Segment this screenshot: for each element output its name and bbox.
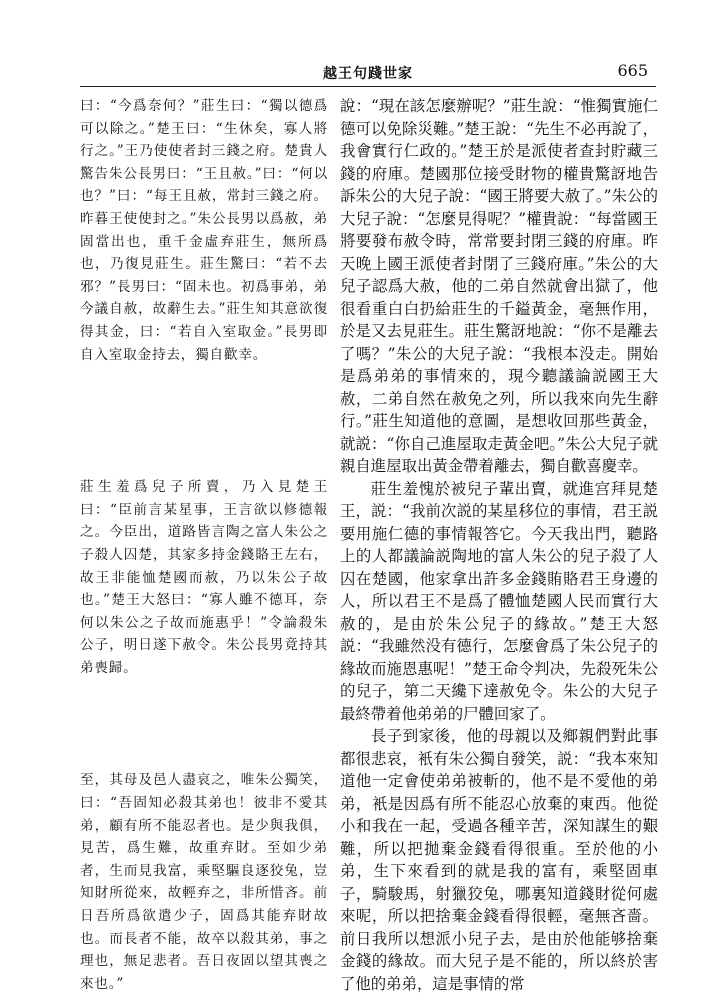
classical-text-column [80,95,328,995]
page-number: 665 [617,61,648,80]
modern-translation-column [340,95,658,995]
translation-paragraph: 長子到家後，他的母親以及鄉親們對此事都很悲哀，衹有朱公獨自發笑，説：“我本來知道他一定會使弟弟被斬的，他不是不愛他的弟弟，衹是因爲有所不能忍心放棄的東西。他從小和我在一起，受過各種辛苦，深知謀生的艱難，所以把拋棄金錢看得很重。至於他的小弟，生下來看到的就是我的富有，乘堅固車子，騎駿馬，射獵狡兔，哪裏知道錢財從何處來呢，所以把捨棄金錢看得很輕，毫無吝嗇。前日我所以想派小兒子去，是由於他能够捨棄金錢的緣故。而大兒子是不能的，所以終於害了他的弟弟，這是事情的常 [340,727,658,993]
header-rule [80,86,656,87]
page-header [80,55,656,85]
classical-paragraph: 至，其母及邑人盡哀之，唯朱公獨笑，曰：“吾固知必殺其弟也！彼非不愛其弟，顧有所不能忍者也。是少與我俱，見苦，爲生難，故重弃財。至如少弟者，生而見我富，乘堅驅良逐狡兔，豈知財所從來，故輕弃之，非所惜吝。前日吾所爲欲遣少子，固爲其能弃財故也。而長者不能，故卒以殺其弟，事之理也，無足悲者。吾日夜固以望其喪之來也。” [80,772,328,992]
classical-paragraph: 莊生羞爲兒子所賣，乃入見楚王曰：“臣前言某星事，王言欲以修德報之。今臣出，道路皆言陶之富人朱公之子殺人囚楚，其家多持金錢賂王左右，故王非能恤楚國而赦，乃以朱公子故也。”楚王大怒曰：“寡人雖不德耳，奈何以朱公之子故而施惠乎！”令論殺朱公子，明日遂下赦令。朱公長男竟持其弟喪歸。 [80,479,328,676]
running-title: 越王句踐世家 [323,66,413,82]
translation-paragraph: 莊生羞愧於被兒子輩出賣，就進宫拜見楚王，説：“我前次説的某星移位的事情，君王説要用施仁德的事情報答它。今天我出門，聽路上的人都議論説陶地的富人朱公的兒子殺了人囚在楚國，他家拿出許多金錢賄賂君王身邊的人，所以君王不是爲了體恤楚國人民而實行大赦的，是由於朱公兒子的緣故。”楚王大怒説：“我雖然没有德行，怎麼會爲了朱公兒子的緣故而施恩惠呢！”楚王命令判决，先殺死朱公的兒子，第二天纔下達赦免令。朱公的大兒子最終帶着他弟弟的尸體回家了。 [340,479,658,723]
translation-paragraph: 說：“現在該怎麼辦呢？”莊生說：“惟獨實施仁德可以免除災難。”楚王說：“先生不必再說了，我會實行仁政的。”楚王於是派使者查封貯藏三錢的府庫。楚國那位接受財物的權貴驚訝地告訴朱公的大兒子說：“國王將要大赦了。”朱公的大兒子說：“怎麼見得呢？”權貴說：“每當國王將要發布赦令時，常常要封閉三錢的府庫。昨天晚上國王派使者封閉了三錢府庫。”朱公的大兒子認爲大赦，他的二弟自然就會出獄了，他很看重白白扔給莊生的千鎰黃金，毫無作用，於是又去見莊生。莊生驚訝地說：“你不是離去了嗎？”朱公的大兒子說：“我根本没走。開始是爲弟弟的事情來的，現今聽議論説國王大赦，二弟自然在赦免之列，所以我來向先生辭行。”莊生知道他的意圖，是想收回那些黃金，就説：“你自己進屋取走黃金吧。”朱公大兒子就親自進屋取出黃金帶着離去，獨自歡喜慶幸。 [340,97,658,475]
classical-paragraph: 曰：“今爲奈何？”莊生曰：“獨以德爲可以除之。”楚王曰：“生休矣，寡人將行之。”王乃使使者封三錢之府。楚貴人驚告朱公長男曰：“王且赦。”曰：“何以也？”曰：“每王且赦，常封三錢之府。昨暮王使使封之。”朱公長男以爲赦，弟固當出也，重千金虛弃莊生，無所爲也，乃復見莊生。莊生驚曰：“若不去邪？”長男曰：“固未也。初爲事弟，弟今議自赦，故辭生去。”莊生知其意欲復得其金，曰：“若自入室取金。”長男即自入室取金持去，獨自歡幸。 [80,98,328,363]
